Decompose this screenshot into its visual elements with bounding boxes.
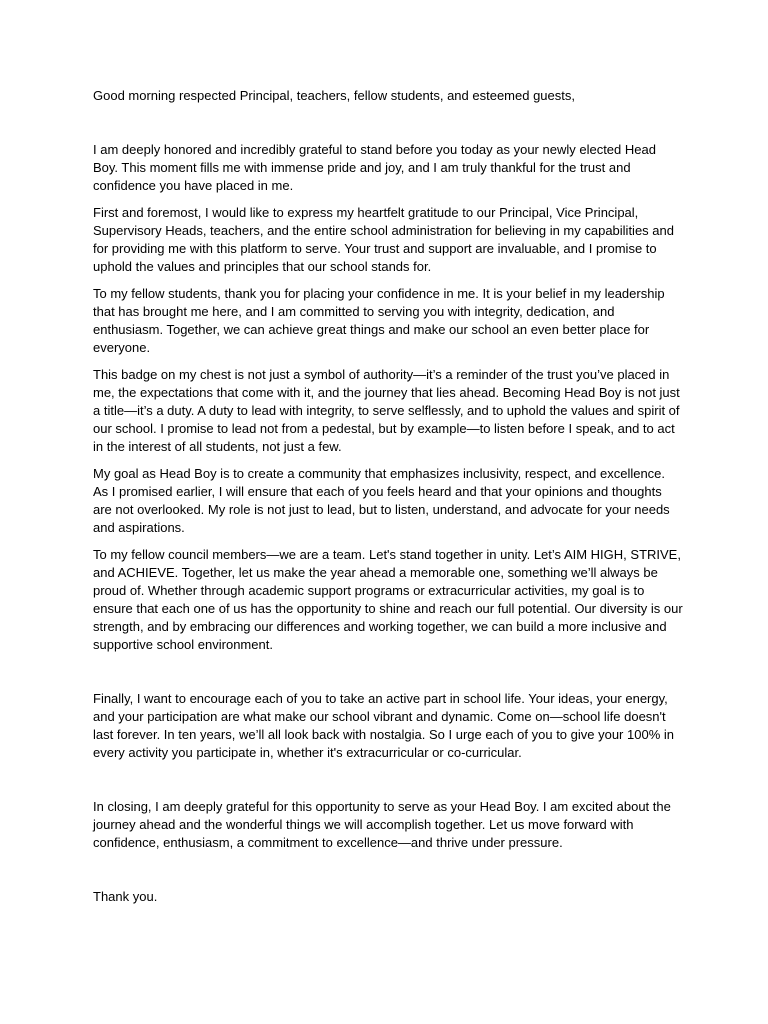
paragraph-badge: This badge on my chest is not just a symbol of authority—it’s a reminder of the trust you’ve placed in me, the expectations that come with it, and the journey that lies ahead. Becoming Head Boy is not just a title—it’s a duty. A duty to lead with integrity, to serve selflessly, and to uphold the values and spirit of our school. I promise to lead not from a pedestal, but by example—to listen before I speak, and to act in the interest of all students, not just a few. <box>93 367 680 454</box>
paragraph-closing: In closing, I am deeply grateful for this opportunity to serve as your Head Boy. I am excited about the journey ahead and the wonderful things we will accomplish together. Let us move forward with confidence, enthusiasm, a commitment to excellence—and thrive under pressure. <box>93 799 671 850</box>
document-page <box>93 87 683 906</box>
paragraph-school-life: Finally, I want to encourage each of you to take an active part in school life. Your ideas, your energy, and your participation are what make our school vibrant and dynamic. Come on—school life doesn't last forever. In ten years, we’ll all look back with nostalgia. So I urge each of you to give your 100% in every activity you participate in, whether it's extracurricular or co-curricular. <box>93 691 674 760</box>
paragraph-honored: I am deeply honored and incredibly grateful to stand before you today as your newly elected Head Boy. This moment fills me with immense pride and joy, and I am truly thankful for the trust and confidence you have placed in me. <box>93 142 656 193</box>
paragraph-fellow-students: To my fellow students, thank you for placing your confidence in me. It is your belief in my leadership that has brought me here, and I am committed to serving you with integrity, dedication, and enthusiasm. Together, we can achieve great things and make our school an even better place for everyone. <box>93 286 665 355</box>
paragraph-gratitude: First and foremost, I would like to express my heartfelt gratitude to our Principal, Vice Principal, Supervisory Heads, teachers, and the entire school administration for believing in my capabilities and for providing me with this platform to serve. Your trust and support are invaluable, and I promise to uphold the values and principles that our school stands for. <box>93 205 674 274</box>
paragraph-goal: My goal as Head Boy is to create a community that emphasizes inclusivity, respect, and excellence. As I promised earlier, I will ensure that each of you feels heard and that your opinions and thoughts are not overlooked. My role is not just to lead, but to listen, understand, and advocate for your needs and aspirations. <box>93 466 670 535</box>
paragraph-council: To my fellow council members—we are a team. Let's stand together in unity. Let’s AIM HIGH, STRIVE, and ACHIEVE. Together, let us make the year ahead a memorable one, something we’ll always be proud of. Whether through academic support programs or extracurricular activities, my goal is to ensure that each one of us has the opportunity to shine and reach our full potential. Our diversity is our strength, and by embracing our differences and working together, we can build a more inclusive and supportive school environment. <box>93 547 683 652</box>
closing-line: Thank you. <box>93 889 158 904</box>
greeting-line: Good morning respected Principal, teachers, fellow students, and esteemed guests, <box>93 88 575 103</box>
